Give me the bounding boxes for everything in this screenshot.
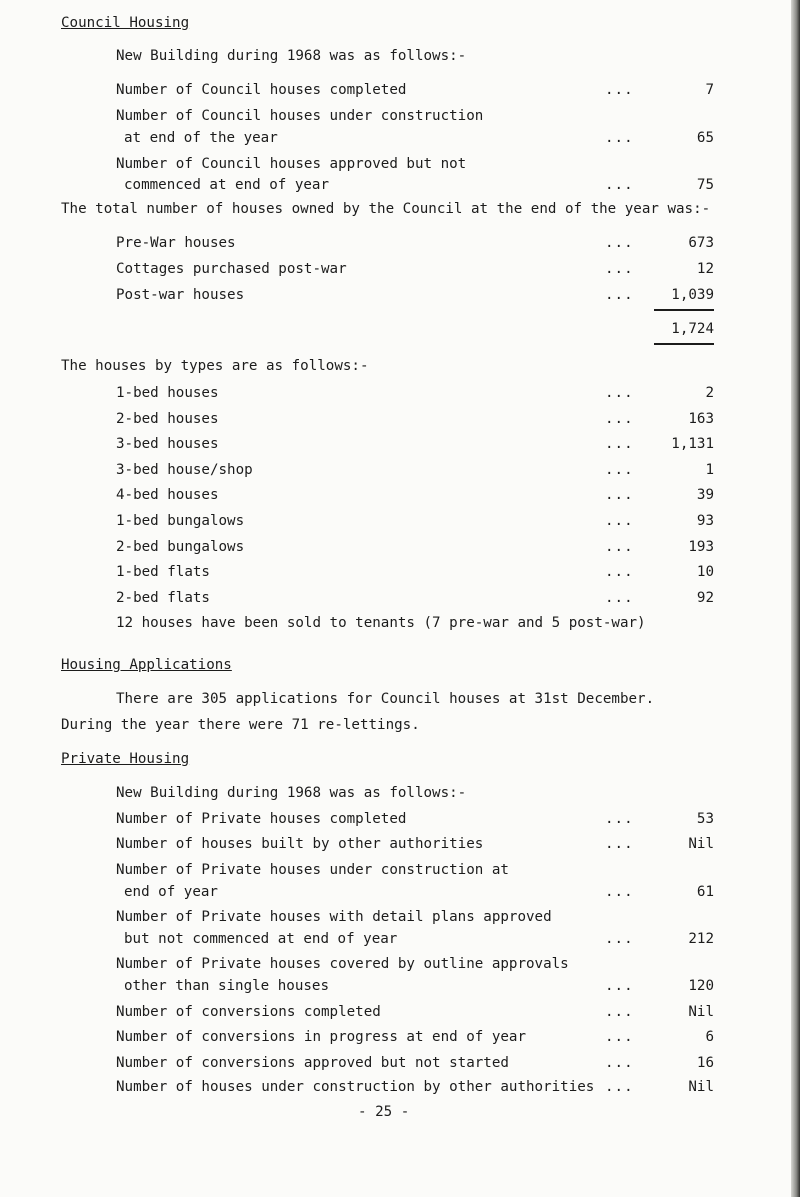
private-label: Number of conversions approved but not started (116, 1055, 509, 1071)
private-label: other than single houses (124, 978, 329, 994)
private-label: Number of houses built by other authorities (116, 836, 484, 852)
council-build-label: at end of the year (124, 130, 278, 146)
council-build-label: commenced at end of year (124, 177, 329, 193)
total-double-rule (654, 343, 714, 345)
private-value: 212 (688, 931, 714, 947)
type-label: 3-bed house/shop (116, 462, 253, 478)
private-value: 6 (705, 1029, 714, 1045)
private-label: Number of conversions in progress at end of year (116, 1029, 526, 1045)
page-edge-shadow (791, 0, 800, 1197)
private-value: 16 (696, 1055, 714, 1071)
council-build-label: Number of Council houses approved but not (116, 156, 467, 172)
council-build-value: 7 (705, 82, 714, 98)
leader-dots: ... (605, 1029, 634, 1045)
private-label: Number of Private houses covered by outline approvals (116, 956, 569, 972)
type-label: 1-bed flats (116, 564, 210, 580)
leader-dots: ... (605, 385, 634, 401)
leader-dots: ... (605, 1079, 634, 1095)
council-build-value: 65 (696, 130, 714, 146)
type-value: 39 (696, 487, 714, 503)
leader-dots: ... (605, 436, 634, 452)
private-label: Number of Private houses completed (116, 811, 407, 827)
total-owned-intro: The total number of houses owned by the Council at the end of the year was:- (61, 201, 711, 217)
private-value: Nil (688, 1004, 714, 1020)
type-value: 163 (688, 411, 714, 427)
private-label: Number of Private houses with detail plans approved (116, 909, 552, 925)
leader-dots: ... (605, 177, 634, 193)
type-value: 1 (705, 462, 714, 478)
types-intro: The houses by types are as follows:- (61, 358, 369, 374)
council-build-label: Number of Council houses completed (116, 82, 407, 98)
council-intro: New Building during 1968 was as follows:- (116, 48, 467, 64)
leader-dots: ... (605, 1055, 634, 1071)
relettings-line: During the year there were 71 re-lettings. (61, 717, 420, 733)
type-value: 10 (696, 564, 714, 580)
page-number: - 25 - (358, 1104, 410, 1120)
leader-dots: ... (605, 1004, 634, 1020)
private-label: Number of conversions completed (116, 1004, 381, 1020)
owned-total: 1,724 (671, 321, 714, 337)
owned-label: Cottages purchased post-war (116, 261, 347, 277)
sold-note: 12 houses have been sold to tenants (7 pre-war and 5 post-war) (116, 615, 646, 631)
heading-council-housing: Council Housing (61, 15, 190, 31)
leader-dots: ... (605, 261, 634, 277)
type-value: 2 (705, 385, 714, 401)
private-label: Number of houses under construction by other authorities (116, 1079, 595, 1095)
total-rule (654, 309, 714, 311)
private-value: 120 (688, 978, 714, 994)
type-value: 1,131 (671, 436, 714, 452)
type-label: 4-bed houses (116, 487, 219, 503)
private-value: Nil (688, 1079, 714, 1095)
leader-dots: ... (605, 931, 634, 947)
type-value: 193 (688, 539, 714, 555)
leader-dots: ... (605, 978, 634, 994)
heading-housing-applications: Housing Applications (61, 657, 232, 673)
private-value: 61 (696, 884, 714, 900)
type-label: 2-bed bungalows (116, 539, 245, 555)
leader-dots: ... (605, 590, 634, 606)
type-label: 3-bed houses (116, 436, 219, 452)
private-label: end of year (124, 884, 218, 900)
leader-dots: ... (605, 462, 634, 478)
leader-dots: ... (605, 513, 634, 529)
leader-dots: ... (605, 539, 634, 555)
owned-value: 1,039 (671, 287, 714, 303)
private-label: but not commenced at end of year (124, 931, 398, 947)
private-label: Number of Private houses under construction at (116, 862, 509, 878)
council-build-label: Number of Council houses under construction (116, 108, 484, 124)
leader-dots: ... (605, 884, 634, 900)
type-label: 1-bed houses (116, 385, 219, 401)
leader-dots: ... (605, 411, 634, 427)
leader-dots: ... (605, 487, 634, 503)
council-build-value: 75 (696, 177, 714, 193)
private-value: Nil (688, 836, 714, 852)
leader-dots: ... (605, 130, 634, 146)
leader-dots: ... (605, 287, 634, 303)
owned-label: Pre-War houses (116, 235, 236, 251)
heading-private-housing: Private Housing (61, 751, 190, 767)
leader-dots: ... (605, 836, 634, 852)
type-label: 2-bed houses (116, 411, 219, 427)
type-value: 92 (696, 590, 714, 606)
owned-value: 12 (696, 261, 714, 277)
type-value: 93 (696, 513, 714, 529)
leader-dots: ... (605, 564, 634, 580)
type-label: 2-bed flats (116, 590, 210, 606)
leader-dots: ... (605, 82, 634, 98)
private-value: 53 (696, 811, 714, 827)
owned-label: Post-war houses (116, 287, 245, 303)
leader-dots: ... (605, 811, 634, 827)
private-intro: New Building during 1968 was as follows:- (116, 785, 467, 801)
owned-value: 673 (688, 235, 714, 251)
type-label: 1-bed bungalows (116, 513, 245, 529)
applications-line: There are 305 applications for Council houses at 31st December. (116, 691, 655, 707)
leader-dots: ... (605, 235, 634, 251)
